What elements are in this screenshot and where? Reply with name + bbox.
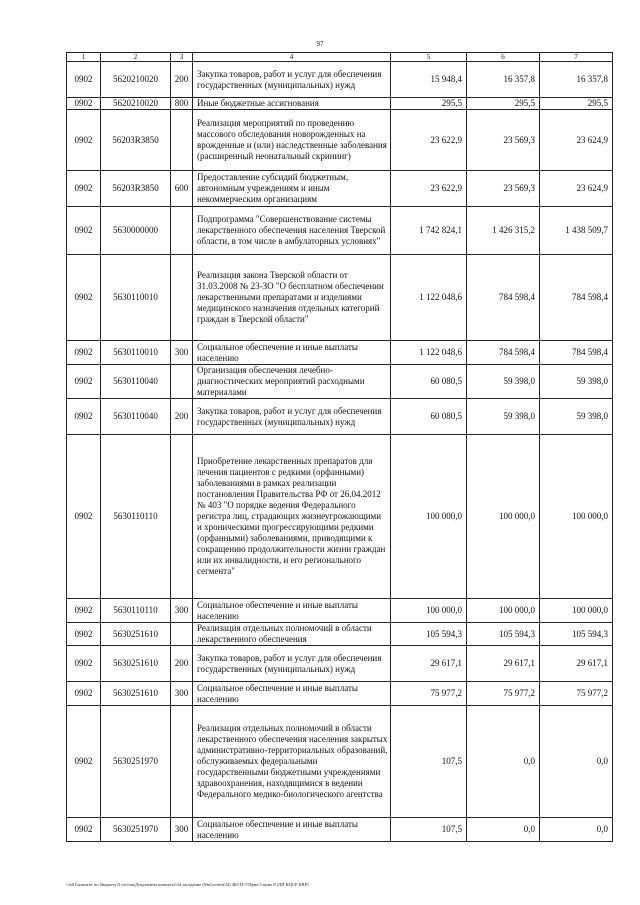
amount-year1-cell: 29 617,1	[391, 646, 467, 682]
table-row	[67, 255, 613, 341]
section-cell: 0902	[67, 399, 101, 435]
article-cell: 5630110010	[101, 255, 171, 341]
amount-year2-cell: 105 594,3	[467, 623, 540, 646]
section-cell: 0902	[67, 207, 101, 255]
article-cell: 56203R3850	[101, 171, 171, 207]
article-cell: 5630110040	[101, 399, 171, 435]
amount-year3-cell: 59 398,0	[540, 399, 613, 435]
expense-type-cell	[171, 255, 193, 341]
article-cell: 5620210020	[101, 98, 171, 110]
amount-year1-cell: 1 122 048,6	[391, 341, 467, 365]
name-cell: Реализация мероприятий по проведению массового обследования новорожденных на врожденные и (или) наследственные заболевания (расширенный неонатальный скрининг)	[193, 110, 391, 171]
section-cell: 0902	[67, 98, 101, 110]
amount-year1-cell: 75 977,2	[391, 682, 467, 706]
expense-type-cell: 300	[171, 341, 193, 365]
name-cell: Социальное обеспечение и иные выплаты населению	[193, 341, 391, 365]
table-row	[67, 435, 613, 599]
table-row	[67, 171, 613, 207]
amount-year2-cell: 59 398,0	[467, 365, 540, 399]
amount-year1-cell: 107,5	[391, 706, 467, 818]
article-cell: 5620210020	[101, 62, 171, 98]
file-path-footer: \\fs01\комитет по бюджету\3 сессия\Документы комитета\24 заседание (Мо)\отчет(24) 465-П-7\Прил.5 прил 8 (ЛП КЦСР КВР)	[66, 882, 309, 887]
name-cell: Подпрограмма "Совершенствование системы лекарственного обеспечения населения Тверской области, в том числе в амбулаторных условиях"	[193, 207, 391, 255]
header-cell: 7	[540, 53, 613, 62]
header-cell: 2	[101, 53, 171, 62]
table-row	[67, 110, 613, 171]
expense-type-cell	[171, 110, 193, 171]
amount-year3-cell: 100 000,0	[540, 435, 613, 599]
amount-year2-cell: 0,0	[467, 706, 540, 818]
table-row	[67, 98, 613, 110]
expense-type-cell	[171, 706, 193, 818]
amount-year3-cell: 1 438 509,7	[540, 207, 613, 255]
amount-year1-cell: 100 000,0	[391, 599, 467, 623]
page-number: 97	[316, 40, 324, 48]
amount-year3-cell: 100 000,0	[540, 599, 613, 623]
name-cell: Реализация закона Тверской области от 31.03.2008 № 23-ЗО "О бесплатном обеспечении лекарственными препаратами и изделиями медицинского назначения отдельных категорий граждан в Тверской области"	[193, 255, 391, 341]
amount-year1-cell: 105 594,3	[391, 623, 467, 646]
amount-year1-cell: 1 122 048,6	[391, 255, 467, 341]
name-cell: Реализация отдельных полномочий в области лекарственного обеспечения	[193, 623, 391, 646]
amount-year2-cell: 100 000,0	[467, 435, 540, 599]
header-cell: 6	[467, 53, 540, 62]
section-cell: 0902	[67, 255, 101, 341]
amount-year1-cell: 23 622,9	[391, 110, 467, 171]
amount-year3-cell: 105 594,3	[540, 623, 613, 646]
name-cell: Социальное обеспечение и иные выплаты населению	[193, 682, 391, 706]
expense-type-cell	[171, 207, 193, 255]
amount-year1-cell: 23 622,9	[391, 171, 467, 207]
section-cell: 0902	[67, 623, 101, 646]
expense-type-cell: 300	[171, 818, 193, 842]
section-cell: 0902	[67, 706, 101, 818]
name-cell: Организация обеспечения лечебно-диагностических мероприятий расходными материалами	[193, 365, 391, 399]
article-cell: 5630251610	[101, 646, 171, 682]
budget-table	[66, 52, 613, 842]
table-header-row	[67, 53, 613, 62]
amount-year3-cell: 784 598,4	[540, 255, 613, 341]
table-row	[67, 599, 613, 623]
amount-year3-cell: 0,0	[540, 706, 613, 818]
table-row	[67, 399, 613, 435]
name-cell: Закупка товаров, работ и услуг для обеспечения государственных (муниципальных) нужд	[193, 399, 391, 435]
article-cell: 5630110110	[101, 435, 171, 599]
amount-year2-cell: 23 569,3	[467, 171, 540, 207]
section-cell: 0902	[67, 341, 101, 365]
amount-year3-cell: 784 598,4	[540, 341, 613, 365]
article-cell: 5630251610	[101, 623, 171, 646]
amount-year2-cell: 29 617,1	[467, 646, 540, 682]
section-cell: 0902	[67, 646, 101, 682]
amount-year3-cell: 23 624,9	[540, 110, 613, 171]
name-cell: Закупка товаров, работ и услуг для обеспечения государственных (муниципальных) нужд	[193, 646, 391, 682]
name-cell: Приобретение лекарственных препаратов для лечения пациентов с редкими (орфанными) заболеваниями в рамках реализации постановления Правительства РФ от 26.04.2012 № 403 "О порядке ведения Федерального регистра лиц, страдающих жизнеугрожающими и хроническими прогрессирующими редкими (орфанными) заболеваниями, приводящими к сокращению продолжительности жизни граждан или их инвалидности, и его регионального сегмента"	[193, 435, 391, 599]
amount-year1-cell: 107,5	[391, 818, 467, 842]
amount-year1-cell: 295,5	[391, 98, 467, 110]
table-row	[67, 646, 613, 682]
table-row	[67, 682, 613, 706]
article-cell: 56203R3850	[101, 110, 171, 171]
name-cell: Предоставление субсидий бюджетным, автономным учреждениям и иным некоммерческим организациям	[193, 171, 391, 207]
expense-type-cell: 200	[171, 646, 193, 682]
expense-type-cell: 300	[171, 682, 193, 706]
amount-year2-cell: 100 000,0	[467, 599, 540, 623]
table-row	[67, 818, 613, 842]
article-cell: 5630251970	[101, 706, 171, 818]
amount-year3-cell: 295,5	[540, 98, 613, 110]
name-cell: Социальное обеспечение и иные выплаты населению	[193, 599, 391, 623]
section-cell: 0902	[67, 682, 101, 706]
amount-year3-cell: 16 357,8	[540, 62, 613, 98]
article-cell: 5630110110	[101, 599, 171, 623]
header-cell: 3	[171, 53, 193, 62]
amount-year3-cell: 23 624,9	[540, 171, 613, 207]
article-cell: 5630110040	[101, 365, 171, 399]
amount-year1-cell: 60 080,5	[391, 399, 467, 435]
table-row	[67, 62, 613, 98]
table-row	[67, 365, 613, 399]
amount-year2-cell: 0,0	[467, 818, 540, 842]
expense-type-cell	[171, 365, 193, 399]
amount-year2-cell: 784 598,4	[467, 255, 540, 341]
amount-year2-cell: 75 977,2	[467, 682, 540, 706]
header-cell: 1	[67, 53, 101, 62]
amount-year2-cell: 23 569,3	[467, 110, 540, 171]
table-row	[67, 706, 613, 818]
expense-type-cell: 600	[171, 171, 193, 207]
section-cell: 0902	[67, 171, 101, 207]
article-cell: 5630251610	[101, 682, 171, 706]
amount-year3-cell: 75 977,2	[540, 682, 613, 706]
amount-year1-cell: 15 948,4	[391, 62, 467, 98]
name-cell: Реализация отдельных полномочий в области лекарственного обеспечения населения закрытых административно-территориальных образований, обслуживаемых федеральными государственными бюджетными учреждениями здравоохранения, находящимися в ведении Федерального медико-биологического агентства	[193, 706, 391, 818]
expense-type-cell	[171, 623, 193, 646]
amount-year2-cell: 784 598,4	[467, 341, 540, 365]
section-cell: 0902	[67, 435, 101, 599]
section-cell: 0902	[67, 818, 101, 842]
expense-type-cell: 200	[171, 399, 193, 435]
amount-year2-cell: 295,5	[467, 98, 540, 110]
amount-year2-cell: 16 357,8	[467, 62, 540, 98]
table-row	[67, 341, 613, 365]
header-cell: 4	[193, 53, 391, 62]
amount-year1-cell: 60 080,5	[391, 365, 467, 399]
table-row	[67, 623, 613, 646]
section-cell: 0902	[67, 110, 101, 171]
amount-year3-cell: 29 617,1	[540, 646, 613, 682]
amount-year1-cell: 1 742 824,1	[391, 207, 467, 255]
article-cell: 5630251970	[101, 818, 171, 842]
amount-year3-cell: 59 398,0	[540, 365, 613, 399]
table-row	[67, 207, 613, 255]
amount-year2-cell: 59 398,0	[467, 399, 540, 435]
name-cell: Иные бюджетные ассигнования	[193, 98, 391, 110]
expense-type-cell: 200	[171, 62, 193, 98]
expense-type-cell: 800	[171, 98, 193, 110]
name-cell: Закупка товаров, работ и услуг для обеспечения государственных (муниципальных) нужд	[193, 62, 391, 98]
expense-type-cell: 300	[171, 599, 193, 623]
header-cell: 5	[391, 53, 467, 62]
section-cell: 0902	[67, 365, 101, 399]
section-cell: 0902	[67, 62, 101, 98]
article-cell: 5630110010	[101, 341, 171, 365]
amount-year1-cell: 100 000,0	[391, 435, 467, 599]
amount-year2-cell: 1 426 315,2	[467, 207, 540, 255]
section-cell: 0902	[67, 599, 101, 623]
expense-type-cell	[171, 435, 193, 599]
article-cell: 5630000000	[101, 207, 171, 255]
amount-year3-cell: 0,0	[540, 818, 613, 842]
name-cell: Социальное обеспечение и иные выплаты населению	[193, 818, 391, 842]
